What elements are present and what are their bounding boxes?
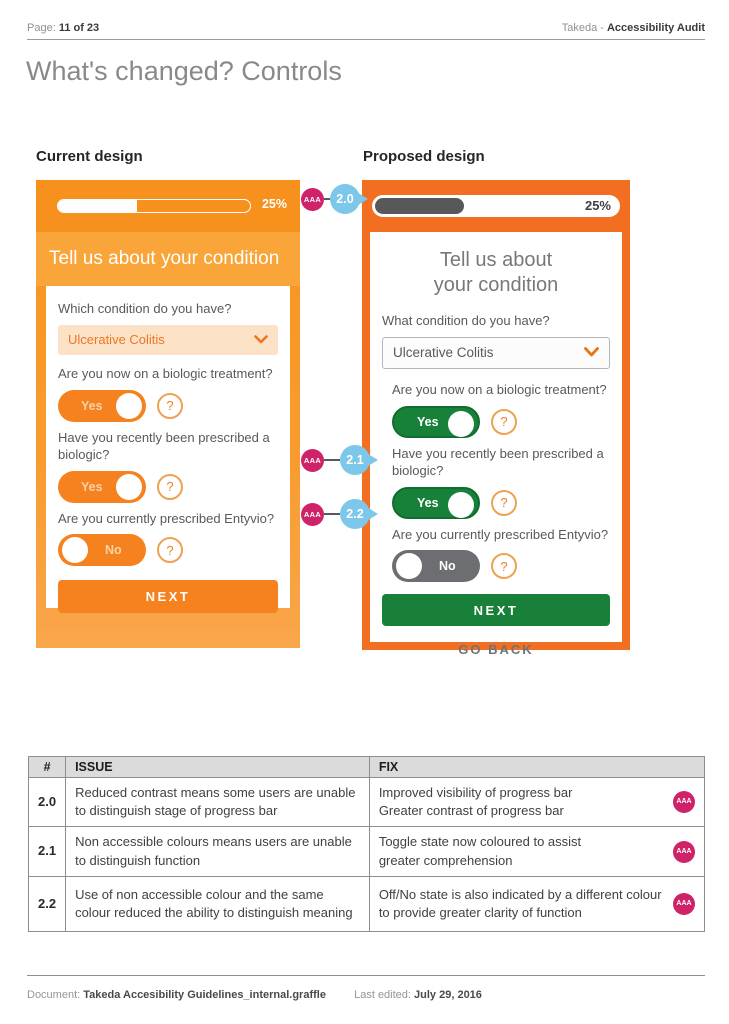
toggle-row [58,390,278,422]
annotation-callout-2-2 [301,499,370,529]
aaa-badge: AAA [301,449,324,472]
proposed-design-heading: Proposed design [363,148,485,165]
help-icon[interactable]: ? [157,537,183,563]
progress-bar [57,199,251,213]
toggle-label: Yes [417,414,439,429]
column-header-fix: FIX [369,757,704,778]
toggle-prescribed[interactable] [392,487,480,519]
toggle-entyvio[interactable] [392,550,480,582]
toggle-knob [396,553,422,579]
toggle-row [58,534,278,566]
dropdown-value: Ulcerative Colitis [68,332,165,348]
toggle-label: Yes [81,398,103,413]
progress-bar-fill [58,200,137,212]
callout-connector [324,513,340,515]
document-footer [27,989,482,1001]
issue-cell: Reduced contrast means some users are unable to distinguish stage of progress bar [66,778,370,827]
header-divider [27,39,705,40]
brand-name: Takeda - [561,22,607,34]
footer-edited-label: Last edited: [354,989,411,1001]
proposed-banner [382,248,610,298]
progress-percent: 25% [584,198,611,213]
document-brand [562,22,705,34]
table-row [29,827,705,876]
toggle-knob [448,411,474,437]
question-prescribed: Have you recently been prescribed a biologic? [392,445,604,478]
progress-bar-fill [375,198,464,214]
toggle-treatment[interactable] [58,390,146,422]
help-icon[interactable]: ? [157,393,183,419]
column-header-number: # [29,757,66,778]
dropdown-value: Ulcerative Colitis [393,345,494,361]
row-number: 2.0 [29,778,66,827]
current-form-card [46,286,290,608]
progress-percent: 25% [261,197,287,211]
issue-fix-table [28,756,705,932]
document-header [27,22,705,34]
fix-cell [369,778,704,827]
condition-dropdown[interactable] [58,325,278,355]
table-row [29,778,705,827]
callout-balloon: 2.0 [330,184,360,214]
chevron-down-icon [254,331,268,349]
aaa-badge: AAA [673,893,695,915]
condition-dropdown[interactable] [382,337,610,369]
page-title: What's changed? Controls [26,56,342,86]
help-icon[interactable]: ? [491,490,517,516]
aaa-badge: AAA [301,503,324,526]
issue-cell: Use of non accessible colour and the same colour reduced the ability to distinguish meaning [66,876,370,931]
current-design-mockup [36,180,300,648]
toggle-label: No [439,559,456,574]
fix-line: Improved visibility of progress bar [378,785,573,800]
toggle-row [392,487,610,519]
help-icon[interactable]: ? [157,474,183,500]
question-treatment: Are you now on a biologic treatment? [58,365,273,381]
toggle-entyvio[interactable] [58,534,146,566]
fix-cell [369,876,704,931]
progress-bar [372,195,620,217]
toggle-label: Yes [417,495,439,510]
help-icon[interactable]: ? [491,409,517,435]
footer-doc-value: Takeda Accesibility Guidelines_internal.graffle [83,989,326,1001]
proposed-progress-header [362,180,630,232]
footer-doc-label: Document: [27,989,81,1001]
toggle-label: No [105,543,122,558]
footer-edited-value: July 29, 2016 [414,989,482,1001]
fix-line: Off/No state is also indicated by a different colour [378,886,662,902]
table-row [29,876,705,931]
next-button[interactable]: NEXT [58,580,278,613]
question-entyvio: Are you currently prescribed Entyvio? [392,526,609,542]
fix-line: Greater contrast of progress bar [378,803,564,819]
toggle-knob [116,474,142,500]
question-condition: What condition do you have? [382,313,550,328]
current-progress-header [36,180,300,232]
toggle-prescribed[interactable] [58,471,146,503]
toggle-row [392,550,610,582]
aaa-badge: AAA [673,841,695,863]
aaa-badge: AAA [673,791,695,813]
toggle-knob [448,492,474,518]
toggle-knob [62,537,88,563]
fix-line: to provide greater clarity of function [378,904,582,920]
page-value: 11 of 23 [58,22,100,34]
page-label: Page: [27,22,56,34]
toggle-label: Yes [81,479,103,494]
chevron-down-icon [584,344,599,362]
toggle-row [58,471,278,503]
question-condition: Which condition do you have? [58,301,232,316]
toggle-treatment[interactable] [392,406,480,438]
current-design-heading: Current design [36,148,143,165]
footer-divider [27,975,705,976]
issue-cell: Non accessible colours means users are unable to distinguish function [66,827,370,876]
brand-title: Accessibility Audit [606,22,705,34]
table-header-row [29,757,705,778]
banner-line-1: Tell us about [439,249,553,271]
row-number: 2.1 [29,827,66,876]
row-number: 2.2 [29,876,66,931]
proposed-form-card [370,232,622,658]
go-back-button[interactable]: GO BACK [458,642,534,658]
callout-balloon: 2.1 [340,445,370,475]
question-entyvio: Are you currently prescribed Entyvio? [58,510,275,526]
annotation-callout-2-0 [301,184,360,214]
next-button[interactable]: NEXT [382,594,610,626]
question-treatment: Are you now on a biologic treatment? [392,381,607,397]
column-header-issue: ISSUE [66,757,370,778]
fix-line: greater comprehension [378,852,513,868]
aaa-badge: AAA [301,188,324,211]
help-icon[interactable]: ? [491,553,517,579]
current-banner: Tell us about your condition [36,232,300,286]
question-prescribed: Have you recently been prescribed a biologic? [58,429,270,462]
toggle-row [392,406,610,438]
fix-cell [369,827,704,876]
callout-balloon: 2.2 [340,499,370,529]
page-number [27,22,99,34]
proposed-design-mockup [362,180,630,658]
callout-connector [324,459,340,461]
annotation-callout-2-1 [301,445,370,475]
fix-line: Toggle state now coloured to assist [378,834,582,850]
toggle-knob [116,393,142,419]
banner-line-2: your condition [433,274,559,296]
